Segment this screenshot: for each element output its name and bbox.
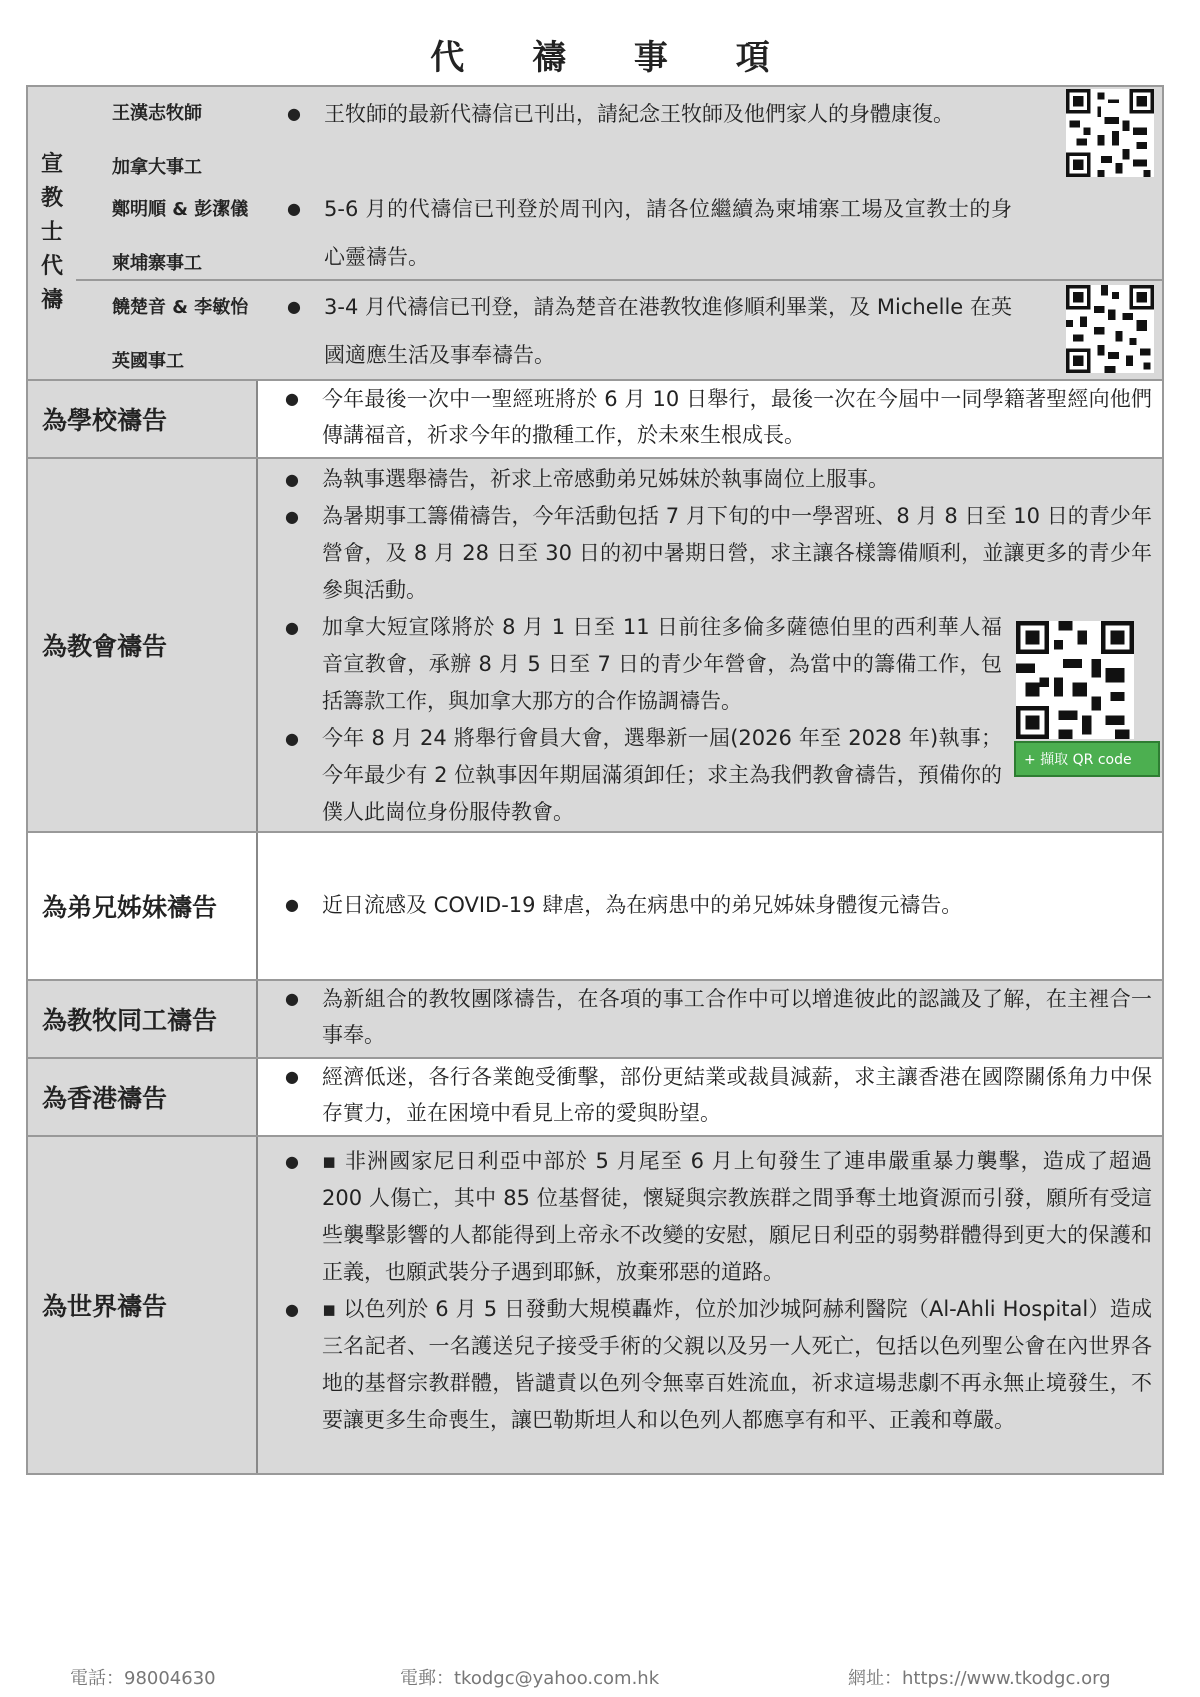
section-label: 為學校禱告 xyxy=(28,381,258,457)
list-item: ● 為執事選舉禱告，祈求上帝感動弟兄姊妹於執事崗位上服事。 xyxy=(258,461,1152,498)
missionary-label: 宣 教 士 代 禱 xyxy=(40,152,63,313)
list-item: ● ▪ 非洲國家尼日利亞中部於 5 月尾至 6 月上旬發生了連串嚴重暴力襲擊，造成了超過 200 人傷亡，其中 85 位基督徒，懷疑與宗教族群之間爭奪土地資源而引發，願所有受這些襲擊影響的人都能得到上帝永不改變的安慰，願尼日利亞的弱勢群體得到更大的保護和正義，也願武裝分子遇到耶穌，放棄邪惡的道路。 xyxy=(258,1143,1152,1291)
bullet-icon: ● xyxy=(287,199,301,218)
missionary-text: 王牧師的最新代禱信已刊出，請紀念王牧師及他們家人的身體康復。 xyxy=(324,102,954,126)
section-label: 為教會禱告 xyxy=(28,459,258,831)
bullet-icon: ● xyxy=(285,1300,299,1319)
qr-code-icon[interactable] xyxy=(1016,621,1134,739)
missionary-text: 5-6 月的代禱信已刊登於周刊內，請各位繼續為柬埔寨工場及宣教士的身心靈禱告。 xyxy=(324,197,1012,269)
section-hongkong xyxy=(28,1059,1162,1137)
bullet-icon: ● xyxy=(285,989,299,1008)
bullet-icon: ● xyxy=(285,1152,299,1171)
section-church xyxy=(28,459,1162,833)
missionary-names: 王漢志牧師 加拿大事工 xyxy=(112,103,202,178)
section-label: 為世界禱告 xyxy=(28,1137,258,1473)
list-item: ● 經濟低迷，各行各業飽受衝擊，部份更結業或裁員減薪，求主讓香港在國際關係角力中保存實力，並在困境中看見上帝的愛與盼望。 xyxy=(258,1059,1152,1131)
bullet-icon: ● xyxy=(285,470,299,489)
missionary-group xyxy=(76,87,1162,183)
section-label: 為弟兄姊妹禱告 xyxy=(28,833,258,979)
section-members xyxy=(28,833,1162,981)
section-label: 為教牧同工禱告 xyxy=(28,981,258,1057)
missionary-text: 3-4 月代禱信已刊登，請為楚音在港教牧進修順利畢業，及 Michelle 在英國適應生活及事奉禱告。 xyxy=(324,295,1012,367)
page-title: 代 禱 事 項 xyxy=(430,38,798,78)
qr-code-icon[interactable] xyxy=(1066,285,1154,373)
section-staff xyxy=(28,981,1162,1059)
footer-website[interactable]: 網址：https://www.tkodgc.org xyxy=(848,1668,1111,1689)
missionary-names: 鄭明順 & 彭潔儀 柬埔寨事工 xyxy=(112,199,249,274)
list-item: ● 為新組合的教牧團隊禱告，在各項的事工合作中可以增進彼此的認識及了解，在主裡合一事奉。 xyxy=(258,981,1152,1053)
list-item: ● 今年最後一次中一聖經班將於 6 月 10 日舉行，最後一次在今屆中一同學籍著聖經向他們傳講福音，祈求今年的撒種工作，於未來生根成長。 xyxy=(258,381,1152,453)
bullet-icon: ● xyxy=(285,389,299,408)
list-item: ● 近日流感及 COVID-19 肆虐，為在病患中的弟兄姊妹身體復元禱告。 xyxy=(258,885,962,925)
missionary-group xyxy=(76,279,1162,377)
bullet-icon: ● xyxy=(285,1067,299,1086)
section-school xyxy=(28,381,1162,459)
missionary-group xyxy=(76,183,1162,279)
missionary-section xyxy=(28,87,1162,381)
missionary-body xyxy=(76,87,1162,379)
bullet-icon: ● xyxy=(285,507,299,526)
bullet-icon: ● xyxy=(287,104,301,123)
list-item: ● 加拿大短宣隊將於 8 月 1 日至 11 日前往多倫多薩德伯里的西利華人福音宣教會，承辦 8 月 5 日至 7 日的青少年營會，為當中的籌備工作，包括籌款工作，與加拿大那方的合作協調禱告。 xyxy=(258,609,1152,720)
footer-phone: 電話：98004630 xyxy=(70,1668,216,1689)
bullet-icon: ● xyxy=(285,618,299,637)
missionary-names: 饒楚音 & 李敏怡 英國事工 xyxy=(112,297,249,372)
bullet-icon: ● xyxy=(285,895,299,914)
list-item: ● 為暑期事工籌備禱告，今年活動包括 7 月下旬的中一學習班、8 月 8 日至 10 日的青少年營會，及 8 月 28 日至 30 日的初中暑期日營，求主讓各樣籌備順利，並讓更多的青少年參與活動。 xyxy=(258,498,1152,609)
section-world xyxy=(28,1137,1162,1473)
qr-code-icon[interactable] xyxy=(1066,89,1154,177)
capture-qr-button[interactable]: + 擷取 QR code xyxy=(1014,741,1160,777)
bullet-icon: ● xyxy=(285,729,299,748)
list-item: ● 今年 8 月 24 將舉行會員大會，選舉新一屆(2026 年至 2028 年)執事；今年最少有 2 位執事因年期屆滿須卸任；求主為我們教會禱告，預備你的僕人此崗位身份服侍教會。 xyxy=(258,720,1152,831)
bullet-icon: ● xyxy=(287,297,301,316)
prayer-table xyxy=(26,85,1164,1475)
footer-email[interactable]: 電郵：tkodgc@yahoo.com.hk xyxy=(400,1668,660,1689)
list-item: ● ▪ 以色列於 6 月 5 日發動大規模轟炸，位於加沙城阿赫利醫院（Al-Ahli Hospital）造成三名記者、一名護送兒子接受手術的父親以及另一人死亡，包括以色列聖公會在內世界各地的基督宗教群體，皆譴責以色列令無辜百姓流血，祈求這場悲劇不再永無止境發生，不要讓更多生命喪生，讓巴勒斯坦人和以色列人都應享有和平、正義和尊嚴。 xyxy=(258,1291,1152,1439)
section-label: 為香港禱告 xyxy=(28,1059,258,1135)
